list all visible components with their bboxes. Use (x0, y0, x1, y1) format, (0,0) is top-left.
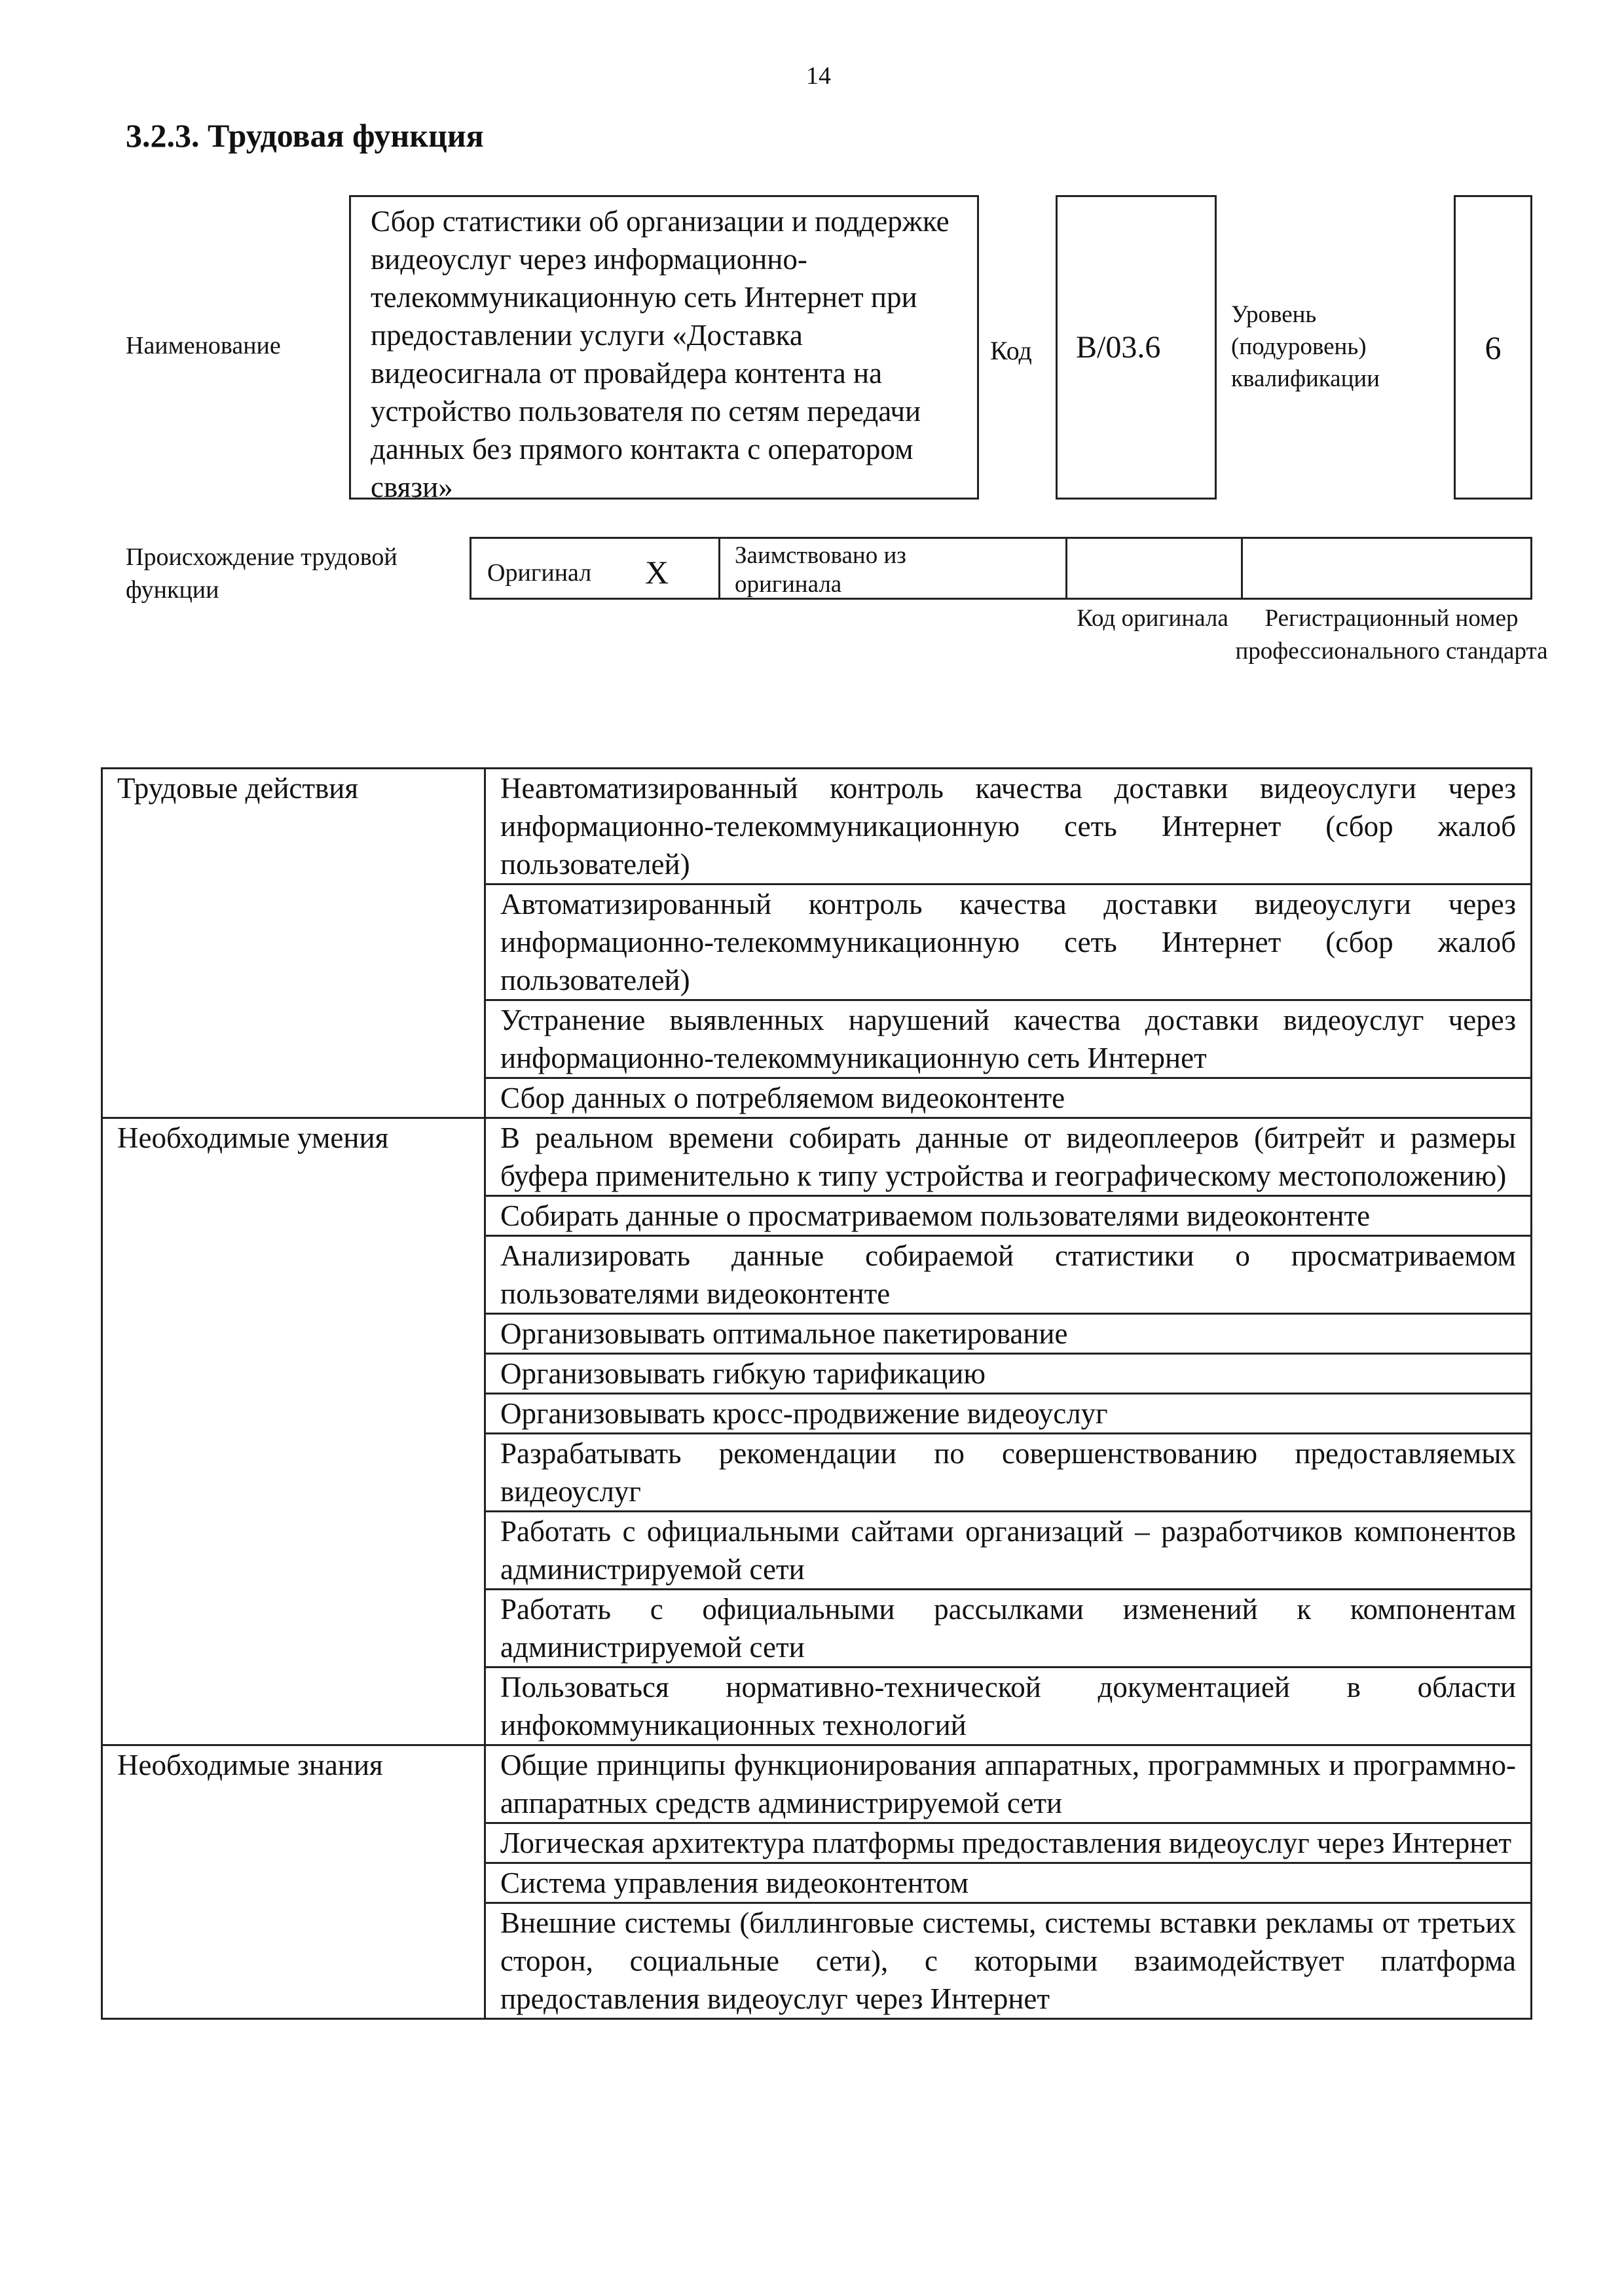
table-cell: Организовывать гибкую тарификацию (485, 1354, 1532, 1394)
table-cell: Организовывать оптимальное пакетирование (485, 1314, 1532, 1354)
table-cell: Устранение выявленных нарушений качества доставки видеоуслуг через информационно-телекоммуникационную сеть Интернет (485, 1000, 1532, 1078)
table-cell: Система управления видеоконтентом (485, 1863, 1532, 1903)
section-title-cell: Трудовые действия (102, 769, 485, 1118)
table-cell: Собирать данные о просматриваемом пользователями видеоконтенте (485, 1196, 1532, 1236)
table-row (102, 1745, 1532, 1823)
code-label: Код (990, 336, 1032, 365)
origin-borrowed-cell (720, 539, 1067, 598)
table-cell: В реальном времени собирать данные от видеоплееров (битрейт и размеры буфера применительно к типу устройства и географическому местоположению) (485, 1118, 1532, 1196)
function-table (101, 767, 1532, 2020)
origin-original-cell (471, 539, 720, 598)
table-cell: Внешние системы (биллинговые системы, системы вставки рекламы от третьих сторон, социальные сети), с которыми взаимодействует платформа предоставления видеоуслуг через Интернет (485, 1903, 1532, 2019)
original-mark: X (645, 554, 669, 591)
level-value (1454, 195, 1532, 500)
original-label: Оригинал (487, 559, 592, 587)
table-cell: Автоматизированный контроль качества доставки видеоуслуги через информационно-телекоммуникационную сеть Интернет (сбор жалоб пользователей) (485, 884, 1532, 1000)
reg-number-caption: Регистрационный номер профессионального стандарта (1235, 605, 1548, 665)
level-value-text: 6 (1485, 329, 1502, 366)
origin-label: Происхождение трудовой функции (126, 543, 397, 604)
table-cell: Общие принципы функционирования аппаратных, программных и программно-аппаратных средств администрируемой сети (485, 1745, 1532, 1823)
table-cell: Работать с официальными рассылками изменений к компонентам администрируемой сети (485, 1590, 1532, 1667)
table-cell: Логическая архитектура платформы предоставления видеоуслуг через Интернет (485, 1823, 1532, 1863)
table-cell: Работать с официальными сайтами организаций – разработчиков компонентов администрируемой сети (485, 1512, 1532, 1590)
name-label: Наименование (126, 332, 281, 359)
original-code-cell (1067, 539, 1243, 598)
borrowed-label: Заимствовано из оригинала (735, 542, 906, 598)
table-row (102, 769, 1532, 884)
table-cell: Анализировать данные собираемой статистики о просматриваемом пользователями видеоконтенте (485, 1236, 1532, 1314)
table-cell: Разрабатывать рекомендации по совершенствованию предоставляемых видеоуслуг (485, 1434, 1532, 1512)
table-cell: Организовывать кросс-продвижение видеоуслуг (485, 1394, 1532, 1434)
table-row (102, 1118, 1532, 1196)
code-value (1056, 195, 1217, 500)
section-title-cell: Необходимые знания (102, 1745, 485, 2019)
level-label: Уровень (подуровень) квалификации (1231, 301, 1380, 392)
table-cell: Неавтоматизированный контроль качества доставки видеоуслуги через информационно-телекоммуникационную сеть Интернет (сбор жалоб пользователей) (485, 769, 1532, 884)
section-title-cell: Необходимые умения (102, 1118, 485, 1745)
name-value: Сбор статистики об организации и поддержке видеоуслуг через информационно-телекоммуникационную сеть Интернет при предоставлении услуги «Доставка видеосигнала от провайдера контента на устройство пользователя по сетям передачи данных без прямого контакта с оператором связи» (349, 195, 979, 500)
reg-number-cell (1243, 539, 1530, 598)
origin-table (470, 537, 1532, 600)
section-title: 3.2.3. Трудовая функция (126, 117, 484, 154)
table-cell: Пользоваться нормативно-технической документацией в области инфокоммуникационных технологий (485, 1667, 1532, 1745)
page-number: 14 (806, 62, 831, 90)
table-cell: Сбор данных о потребляемом видеоконтенте (485, 1078, 1532, 1118)
code-value-text: B/03.6 (1076, 330, 1161, 365)
original-code-caption: Код оригинала (1077, 605, 1228, 632)
